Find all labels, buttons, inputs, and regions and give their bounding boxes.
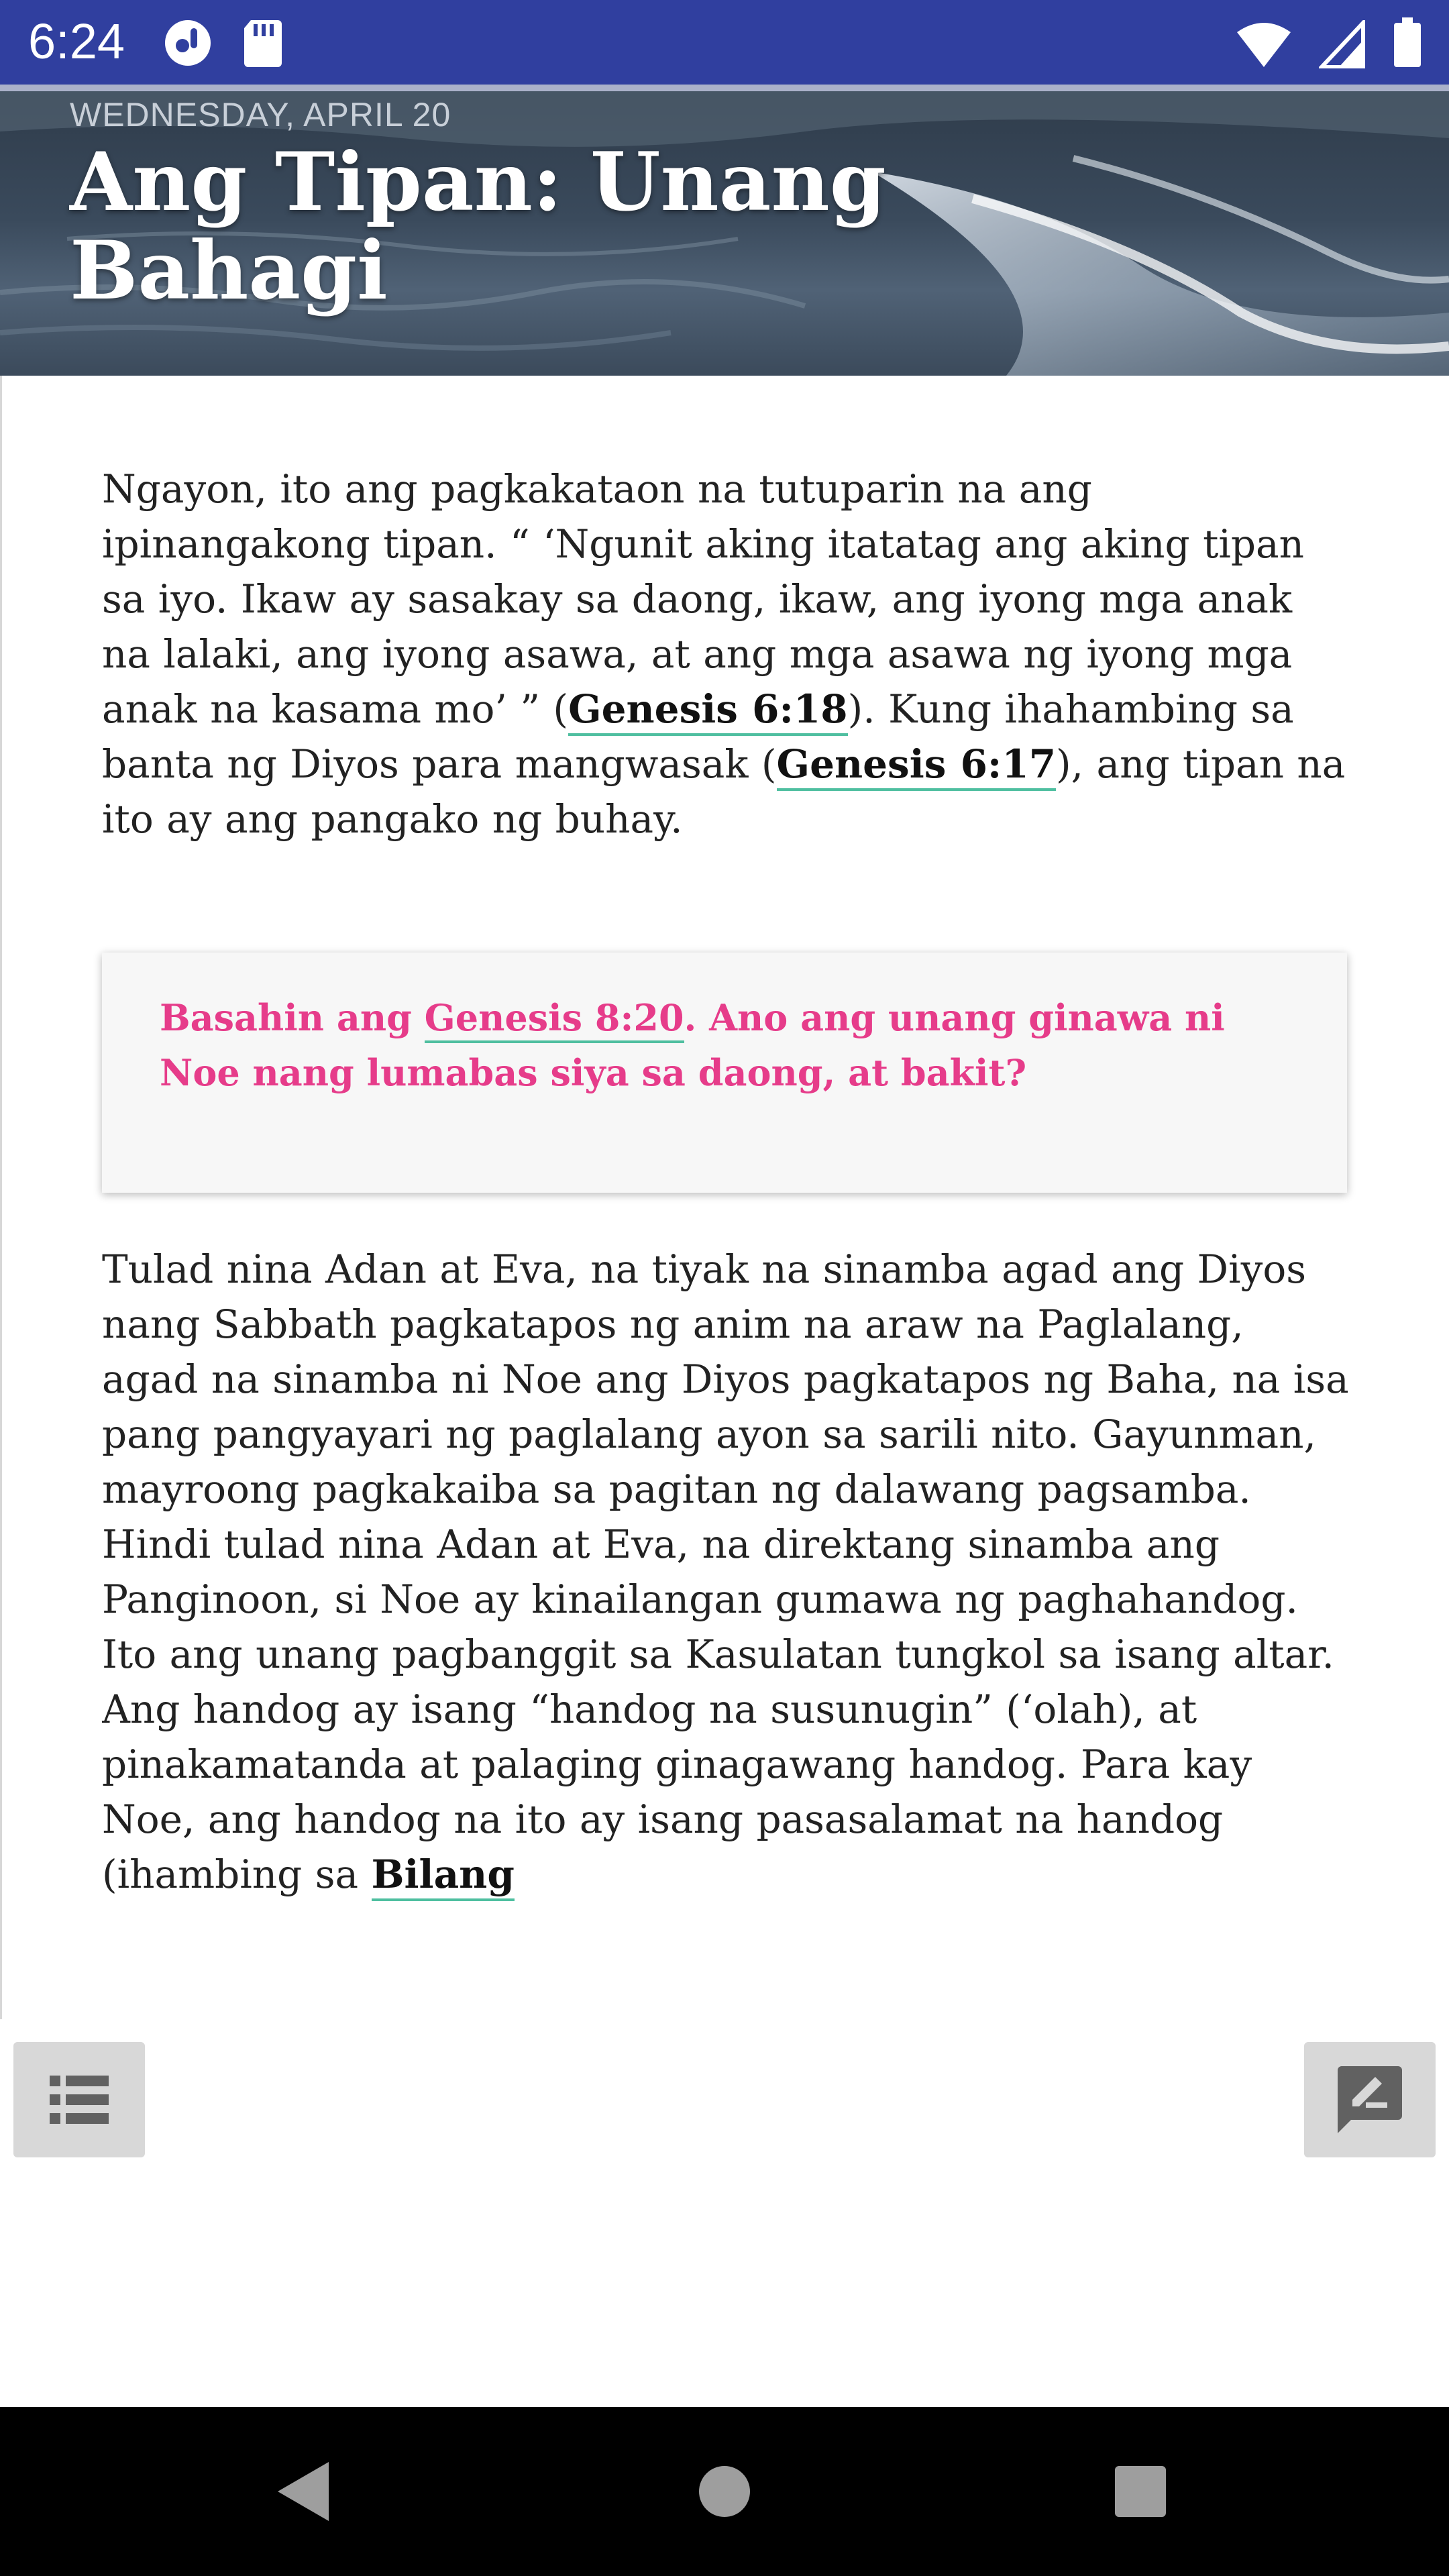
- question-text: [160, 990, 1293, 1100]
- lesson-date: WEDNESDAY, APRIL 20: [70, 96, 451, 133]
- status-bar: [0, 0, 1449, 85]
- question-prefix: Basahin ang: [160, 996, 425, 1039]
- question-suffix: . Ano ang unang ginawa ni Noe nang lumabas siya sa daong, at bakit?: [160, 996, 1225, 1094]
- list-icon: [47, 2072, 111, 2128]
- edit-note-icon: [1334, 2063, 1406, 2136]
- nav-back-button[interactable]: [236, 2407, 370, 2576]
- wifi-icon: [1236, 20, 1292, 68]
- table-of-contents-button[interactable]: [13, 2042, 145, 2157]
- page-title: Ang Tipan: Unang Bahagi: [70, 135, 886, 318]
- signal-icon: [1319, 20, 1366, 68]
- back-icon: [275, 2459, 331, 2524]
- question-box: [102, 953, 1347, 1193]
- home-icon: [696, 2463, 753, 2520]
- notification-app-icon: [161, 16, 215, 70]
- bible-reference-link[interactable]: Genesis 6:18: [568, 686, 848, 736]
- status-left-icons: [161, 16, 284, 70]
- header-ocean-image: [0, 91, 1449, 376]
- paragraph-text: Tulad nina Adan at Eva, na tiyak na sinamba agad ang Diyos nang Sabbath pagkatapos ng anim na araw na Paglalang, agad na sinamba ni Noe ang Diyos pagkatapos ng Baha, na isa pang pangyayari ng paglalang ayon sa sarili nito. Gayunman, mayroong pagkakaiba sa pagitan ng dalawang pagsamba. Hindi tulad nina Adan at Eva, na direktang sinamba ang Panginoon, si Noe ay kinailangan gumawa ng paghahandog. Ito ang unang pagbanggit sa Kasulatan tungkol sa isang altar. Ang handog ay isang “handog na susunugin” (‘olah), at pinakamatanda at palaging ginagawang handog. Para kay Noe, ang handog na ito ay isang pasasalamat na handog (ihambing sa: [102, 1246, 1349, 1897]
- nav-recents-button[interactable]: [1073, 2407, 1208, 2576]
- battery-icon: [1393, 17, 1422, 68]
- paragraph-text: Ngayon, ito ang pagkakataon na tutuparin na ang ipinangakong tipan. “ ‘Ngunit aking itatatag ang aking tipan sa iyo. Ikaw ay sasakay sa daong, ikaw, ang iyong mga anak na lalaki, ang iyong asawa, at ang mga asawa ng iyong mga anak na kasama mo’ ” (: [102, 466, 1304, 732]
- recents-icon: [1112, 2463, 1169, 2520]
- bible-reference-link[interactable]: Bilang: [372, 1851, 515, 1901]
- status-time: 6:24: [28, 13, 125, 69]
- status-right-icons: [1236, 17, 1422, 68]
- sd-card-icon: [241, 16, 284, 70]
- body-paragraph-1: [102, 462, 1350, 847]
- system-navigation-bar: [0, 2407, 1449, 2576]
- status-bar-divider: [0, 85, 1449, 91]
- paragraph-text: ), ang tipan na ito ay ang pangako ng buhay.: [102, 741, 1346, 842]
- bible-reference-link[interactable]: Genesis 6:17: [777, 741, 1057, 791]
- body-paragraph-2: [102, 1242, 1350, 2017]
- bible-reference-link[interactable]: Genesis 8:20: [425, 996, 684, 1043]
- nav-home-button[interactable]: [657, 2407, 792, 2576]
- add-note-button[interactable]: [1304, 2042, 1436, 2157]
- paragraph-text: ). Kung ihahambing sa banta ng Diyos para mangwasak (: [102, 686, 1294, 787]
- content-left-edge: [0, 376, 2, 2019]
